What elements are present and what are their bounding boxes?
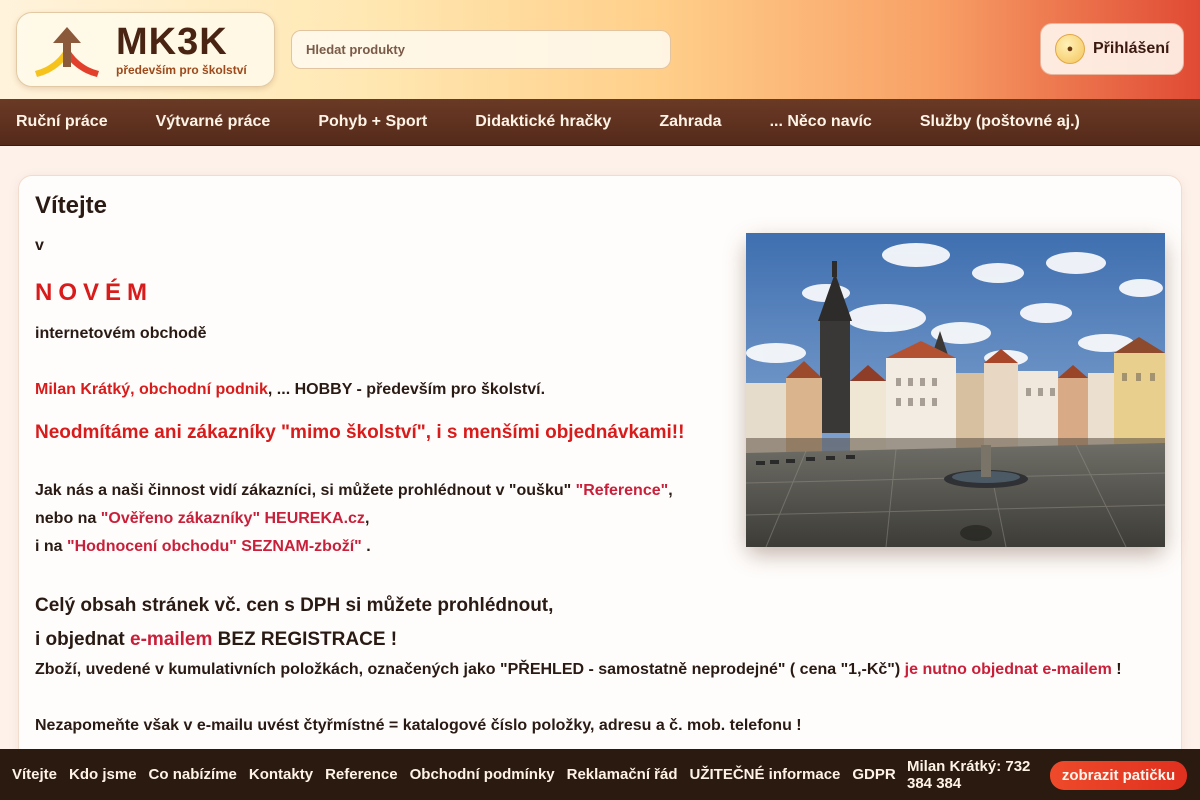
- seznam-line: [35, 538, 371, 556]
- heureka-link[interactable]: "Ověřeno zákazníky" HEUREKA.cz: [100, 510, 365, 527]
- nav-item-zahrada[interactable]: Zahrada: [659, 113, 722, 130]
- text-obchod: internetovém obchodě: [35, 325, 207, 342]
- header: [0, 0, 1200, 100]
- seznam-link[interactable]: "Hodnocení obchodu" SEZNAM-zboží": [67, 538, 362, 555]
- footer-bar: [0, 749, 1200, 800]
- footer-link-kontakty[interactable]: Kontakty: [248, 766, 314, 783]
- order-email-end: BEZ REGISTRACE !: [212, 629, 398, 650]
- logo-title: MK3K: [116, 21, 228, 63]
- footer-link-obchodni-podminky[interactable]: Obchodní podmínky: [409, 766, 555, 783]
- content-card: [18, 175, 1182, 775]
- seznam-line-end: .: [361, 538, 371, 555]
- text-v: v: [35, 237, 44, 254]
- nav-item-rucni-prace[interactable]: Ruční práce: [16, 113, 108, 130]
- footer-link-kdo-jsme[interactable]: Kdo jsme: [69, 766, 137, 783]
- footer-link-gdpr[interactable]: GDPR: [852, 766, 896, 783]
- logo-arrow-icon: [31, 27, 103, 77]
- prices-line: Celý obsah stránek vč. cen s DPH si můžete prohlédnout,: [35, 595, 554, 616]
- footer-link-vitejte[interactable]: Vítejte: [12, 766, 58, 783]
- reference-line-text: Jak nás a naši činnost vidí zákazníci, si můžete prohlédnout v "oušku": [35, 482, 576, 499]
- heureka-line-end: ,: [364, 510, 370, 527]
- nav-item-didakticke-hracky[interactable]: Didaktické hračky: [475, 113, 612, 130]
- town-square-image: [746, 233, 1165, 547]
- heureka-line: [35, 510, 369, 528]
- reminder-line: Nezapomeňte však v e-mailu uvést čtyřmístné = katalogové číslo položky, adresu a č. mob. telefonu !: [35, 717, 802, 734]
- seznam-line-text: i na: [35, 538, 68, 555]
- kumulative-items-line: [35, 661, 1122, 679]
- footer-link-uzitecne-informace[interactable]: UŽITEČNÉ informace: [689, 766, 841, 783]
- order-by-email-link[interactable]: je nutno objednat e-mailem: [904, 661, 1112, 678]
- reference-line: [35, 482, 673, 500]
- search-input[interactable]: [291, 30, 671, 69]
- nav-item-vytvarne-prace[interactable]: Výtvarné práce: [155, 113, 271, 130]
- footer-link-reklamacni-rad[interactable]: Reklamační řád: [566, 766, 678, 783]
- nav-item-neco-navic[interactable]: ... Něco navíc: [769, 113, 872, 130]
- company-line: [35, 381, 545, 399]
- order-email-line: [35, 629, 397, 651]
- kumulative-items-end: !: [1111, 661, 1122, 678]
- nav-item-sluzby[interactable]: Služby (poštovné aj.): [919, 113, 1080, 130]
- logo[interactable]: [16, 12, 275, 87]
- nav-item-pohyb-sport[interactable]: Pohyb + Sport: [318, 113, 428, 130]
- email-link[interactable]: e-mailem: [130, 629, 213, 650]
- headline-customers: Neodmítáme ani zákazníky "mimo školství", i s menšími objednávkami!!: [35, 422, 685, 443]
- heureka-line-text: nebo na: [35, 510, 101, 527]
- company-link[interactable]: Milan Krátký, obchodní podnik: [35, 381, 268, 398]
- show-footer-button[interactable]: zobrazit patičku: [1050, 761, 1187, 790]
- footer-link-reference[interactable]: Reference: [325, 766, 398, 783]
- user-icon: ●: [1055, 34, 1085, 64]
- reference-line-end: ,: [668, 482, 673, 499]
- login-button[interactable]: [1040, 23, 1184, 75]
- town-square-photo: [746, 233, 1165, 547]
- footer-contact: Milan Krátký: 732 384 384: [907, 758, 1031, 792]
- footer-link-co-nabizime[interactable]: Co nabízíme: [148, 766, 237, 783]
- page-title: Vítejte: [35, 192, 108, 219]
- footer-links: [12, 749, 896, 800]
- login-label: Přihlášení: [1093, 40, 1170, 57]
- order-email-text: i objednat: [35, 629, 130, 650]
- logo-subtitle: především pro školství: [116, 63, 247, 77]
- text-novem: NOVÉM: [35, 279, 154, 306]
- company-line-rest: , ... HOBBY - především pro školství.: [267, 381, 546, 398]
- main-nav: [0, 99, 1200, 146]
- reference-link[interactable]: "Reference": [575, 482, 669, 499]
- kumulative-items-text: Zboží, uvedené v kumulativních položkách, označených jako "PŘEHLED - samostatně neprodejné" ( cena "1,-Kč"): [35, 661, 905, 678]
